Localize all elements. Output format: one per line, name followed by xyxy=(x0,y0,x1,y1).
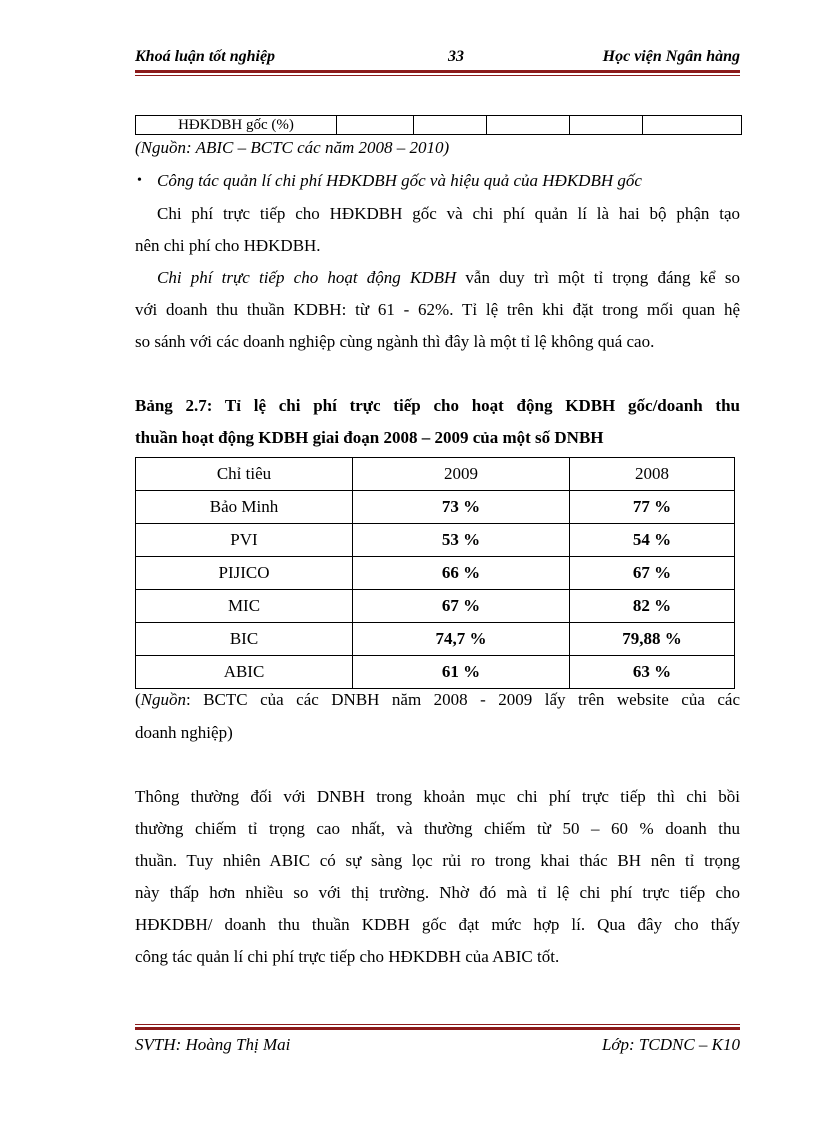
table-caption-line2: thuần hoạt động KDBH giai đoạn 2008 – 2009 của một số DNBH xyxy=(135,428,604,447)
para3-line: công tác quản lí chi phí trực tiếp cho HĐKDBH của ABIC tốt. xyxy=(135,947,560,966)
table-cell: 66 % xyxy=(353,557,570,590)
table-cell: MIC xyxy=(136,590,353,623)
table-row xyxy=(136,524,735,557)
table-cell: Bảo Minh xyxy=(136,491,353,524)
table-cell xyxy=(570,116,643,135)
para3-line: thường chiếm tỉ trọng cao nhất, và thường chiếm từ 50 – 60 % doanh thu xyxy=(135,819,740,838)
source-open-paren: ( xyxy=(135,690,141,709)
para3-line: HĐKDBH/ doanh thu thuần KDBH gốc đạt mức hợp lí. Qua đây cho thấy xyxy=(135,915,740,934)
table-row xyxy=(136,116,742,135)
table-row xyxy=(136,491,735,524)
footer-left: SVTH: Hoàng Thị Mai xyxy=(135,1035,291,1054)
para1-line2: nên chi phí cho HĐKDBH. xyxy=(135,236,321,255)
footer-rule xyxy=(135,1027,740,1030)
table-cell: 73 % xyxy=(353,491,570,524)
para2-line3: so sánh với các doanh nghiệp cùng ngành thì đây là một tỉ lệ không quá cao. xyxy=(135,332,655,351)
para1-line1: Chi phí trực tiếp cho HĐKDBH gốc và chi phí quản lí là hai bộ phận tạo xyxy=(157,204,740,223)
footer-rule-thin xyxy=(135,1024,740,1025)
table-cell: 74,7 % xyxy=(353,623,570,656)
table-header-cell: 2009 xyxy=(353,458,570,491)
table-cell xyxy=(414,116,487,135)
header-rule-thin xyxy=(135,75,740,76)
table-header-cell: 2008 xyxy=(570,458,735,491)
table-row xyxy=(136,656,735,689)
bullet-text: Công tác quản lí chi phí HĐKDBH gốc và hiệu quả của HĐKDBH gốc xyxy=(157,171,642,190)
para2-italic: Chi phí trực tiếp cho hoạt động KDBH xyxy=(157,268,457,287)
para3-line: này thấp hơn nhiều so với thị trường. Nhờ đó mà tỉ lệ chi phí trực tiếp cho xyxy=(135,883,740,902)
top-table xyxy=(135,115,742,135)
table-cell xyxy=(487,116,570,135)
para2-line2: với doanh thu thuần KDBH: từ 61 - 62%. Tỉ lệ trên khi đặt trong mối quan hệ xyxy=(135,300,740,319)
header-rule xyxy=(135,70,740,73)
table-cell: PVI xyxy=(136,524,353,557)
para3-line: thuần. Tuy nhiên ABIC có sự sàng lọc rủi ro trong khai thác BH nên tỉ trọng xyxy=(135,851,740,870)
bullet-icon: • xyxy=(137,173,142,188)
table-cell: 82 % xyxy=(570,590,735,623)
para2-line1 xyxy=(157,268,740,288)
table-cell: PIJICO xyxy=(136,557,353,590)
source-top: (Nguồn: ABIC – BCTC các năm 2008 – 2010) xyxy=(135,138,450,157)
table-cell xyxy=(337,116,414,135)
table-cell xyxy=(643,116,742,135)
table-header-cell: Chỉ tiêu xyxy=(136,458,353,491)
table-cell: 67 % xyxy=(353,590,570,623)
data-table xyxy=(135,457,735,689)
table-cell: BIC xyxy=(136,623,353,656)
table-row xyxy=(136,557,735,590)
table-cell: 63 % xyxy=(570,656,735,689)
source-rest: : BCTC của các DNBH năm 2008 - 2009 lấy trên website của các xyxy=(186,690,740,709)
para2-line1-rest: vẫn duy trì một tỉ trọng đáng kể so xyxy=(456,268,741,287)
source-table-line2: doanh nghiệp) xyxy=(135,723,233,742)
table-cell: 53 % xyxy=(353,524,570,557)
table-cell: 54 % xyxy=(570,524,735,557)
table-row xyxy=(136,590,735,623)
header-right: Học viện Ngân hàng xyxy=(602,48,740,65)
page-number: 33 xyxy=(448,48,464,65)
table-cell: 79,88 % xyxy=(570,623,735,656)
source-italic: Nguồn xyxy=(140,690,187,709)
table-cell: 67 % xyxy=(570,557,735,590)
header-left: Khoá luận tốt nghiệp xyxy=(135,48,276,65)
table-row xyxy=(136,623,735,656)
footer-right: Lớp: TCDNC – K10 xyxy=(601,1035,740,1054)
source-table-line1 xyxy=(135,690,740,710)
para3-line: Thông thường đối với DNBH trong khoản mục chi phí trực tiếp thì chi bồi xyxy=(135,787,740,806)
table-header-row xyxy=(136,458,735,491)
table-caption-line1: Bảng 2.7: Tỉ lệ chi phí trực tiếp cho hoạt động KDBH gốc/doanh thu xyxy=(135,396,740,415)
table-cell: 77 % xyxy=(570,491,735,524)
table-cell: 61 % xyxy=(353,656,570,689)
table-cell: HĐKDBH gốc (%) xyxy=(136,116,337,135)
table-cell: ABIC xyxy=(136,656,353,689)
